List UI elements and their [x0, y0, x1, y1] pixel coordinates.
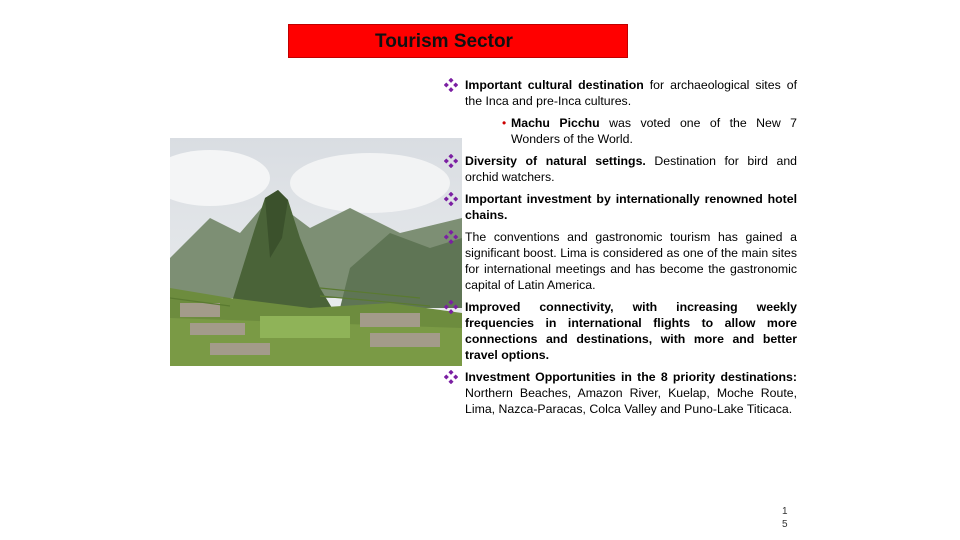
bullet-text: Destination for bird and orchid watchers. — [465, 154, 797, 184]
machu-picchu-photo — [170, 138, 462, 366]
list-item — [444, 153, 797, 185]
sub-list-item — [465, 115, 797, 147]
diamond-bullet-icon — [444, 370, 458, 384]
dot-bullet-icon: • — [502, 116, 507, 130]
slide-title: Tourism Sector — [375, 31, 513, 52]
diamond-bullet-icon — [444, 300, 458, 314]
list-item — [444, 229, 797, 293]
bullet-bold-text: Important investment by internationally renowned hotel chains. — [465, 192, 797, 222]
list-item — [444, 299, 797, 363]
list-item — [444, 77, 797, 147]
sub-bold-text: Machu Picchu — [511, 116, 600, 130]
bullet-text: The conventions and gastronomic tourism has gained a significant boost. Lima is considered as one of the main sites for international meetings and has become the gastronomic capital of Latin America. — [465, 230, 797, 292]
bullet-text: Northern Beaches, Amazon River, Kuelap, Moche Route, Lima, Nazca-Paracas, Colca Valley and Puno-Lake Titicaca. — [465, 386, 797, 416]
bullet-bold-text: Investment Opportunities in the 8 priority destinations: — [465, 370, 797, 384]
machu-picchu-illustration — [170, 138, 462, 366]
bullet-bold-text: Important cultural destination — [465, 78, 644, 92]
sub-text: was voted one of the New 7 Wonders of the World. — [511, 116, 797, 146]
title-bar — [288, 24, 628, 58]
diamond-bullet-icon — [444, 192, 458, 206]
diamond-bullet-icon — [444, 230, 458, 244]
diamond-bullet-icon — [444, 154, 458, 168]
list-item — [444, 191, 797, 223]
list-item — [444, 369, 797, 417]
bullet-list — [444, 77, 797, 423]
bullet-bold-text: Diversity of natural settings. — [465, 154, 646, 168]
bullet-text: for archaeological sites of the Inca and pre-Inca cultures. — [465, 78, 797, 108]
page-number: 1 5 — [782, 506, 788, 530]
diamond-bullet-icon — [444, 78, 458, 92]
bullet-bold-text: Improved connectivity, with increasing weekly frequencies in international flights to allow more connections and destinations, with more and better travel options. — [465, 300, 797, 362]
